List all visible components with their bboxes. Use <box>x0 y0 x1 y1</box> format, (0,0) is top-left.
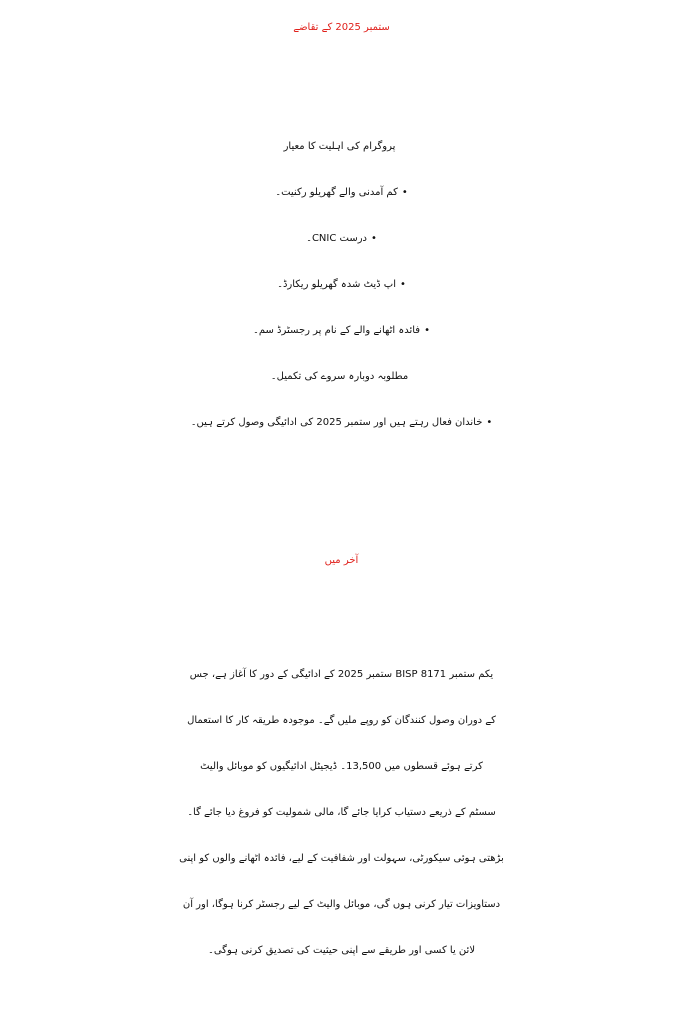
paragraph-line: کے دوران وصول کنندگان کو روپے ملیں گے۔ موجودہ طریقہ کار کا استعمال <box>187 715 496 726</box>
bullet-marker: • <box>486 417 493 428</box>
criteria-text: فائدہ اٹھانے والے کے نام پر رجسٹرڈ سم۔ <box>252 325 421 336</box>
paragraph-line: لائن یا کسی اور طریقے سے اپنی حیثیت کی تصدیق کرنی ہوگی۔ <box>207 945 476 956</box>
criteria-text: اپ ڈیٹ شدہ گھریلو ریکارڈ۔ <box>277 279 396 290</box>
paragraph-line: یکم ستمبر BISP 8171 ستمبر 2025 کے ادائیگی کے دور کا آغاز ہے، جس <box>189 669 494 680</box>
bullet-marker: • <box>401 187 408 198</box>
criteria-item <box>0 170 683 216</box>
criteria-text: کم آمدنی والے گھریلو رکنیت۔ <box>275 187 398 198</box>
criteria-item <box>0 216 683 262</box>
criteria-text: خاندان فعال رہتے ہیں اور ستمبر 2025 کی ادائیگی وصول کرتے ہیں۔ <box>190 417 483 428</box>
bullet-marker: • <box>400 279 406 290</box>
paragraph-line: سسٹم کے ذریعے دستیاب کرایا جائے گا، مالی شمولیت کو فروغ دیا جائے گا۔ <box>187 807 496 818</box>
paragraph-line: کرتے ہوئے قسطوں میں 13,500۔ ڈیجیٹل ادائیگیوں کو موبائل والیٹ <box>200 761 483 772</box>
conclusion-paragraph <box>0 652 683 974</box>
criteria-text: مطلوبہ دوبارہ سروے کی تکمیل۔ <box>270 371 409 382</box>
criteria-text: پروگرام کی اہلیت کا معیار <box>283 141 396 152</box>
section-heading-requirements: ستمبر 2025 کے تقاضے <box>293 22 390 33</box>
eligibility-criteria-list <box>0 124 683 446</box>
criteria-item <box>0 400 683 446</box>
paragraph-line: بڑھتی ہوئی سیکورٹی، سہولت اور شفافیت کے لیے، فائدہ اٹھانے والوں کو اپنی <box>179 853 504 864</box>
criteria-item <box>0 354 683 400</box>
criteria-item <box>0 308 683 354</box>
bullet-marker: • <box>424 325 430 336</box>
criteria-item <box>0 262 683 308</box>
criteria-item <box>0 124 683 170</box>
criteria-text: درست CNIC۔ <box>306 233 368 244</box>
bullet-marker: • <box>371 233 377 244</box>
section-heading-conclusion: آخر میں <box>324 555 359 566</box>
paragraph-line: دستاویزات تیار کرنی ہوں گی، موبائل والیٹ کے لیے رجسٹر کرنا ہوگا، اور آن <box>182 899 501 910</box>
